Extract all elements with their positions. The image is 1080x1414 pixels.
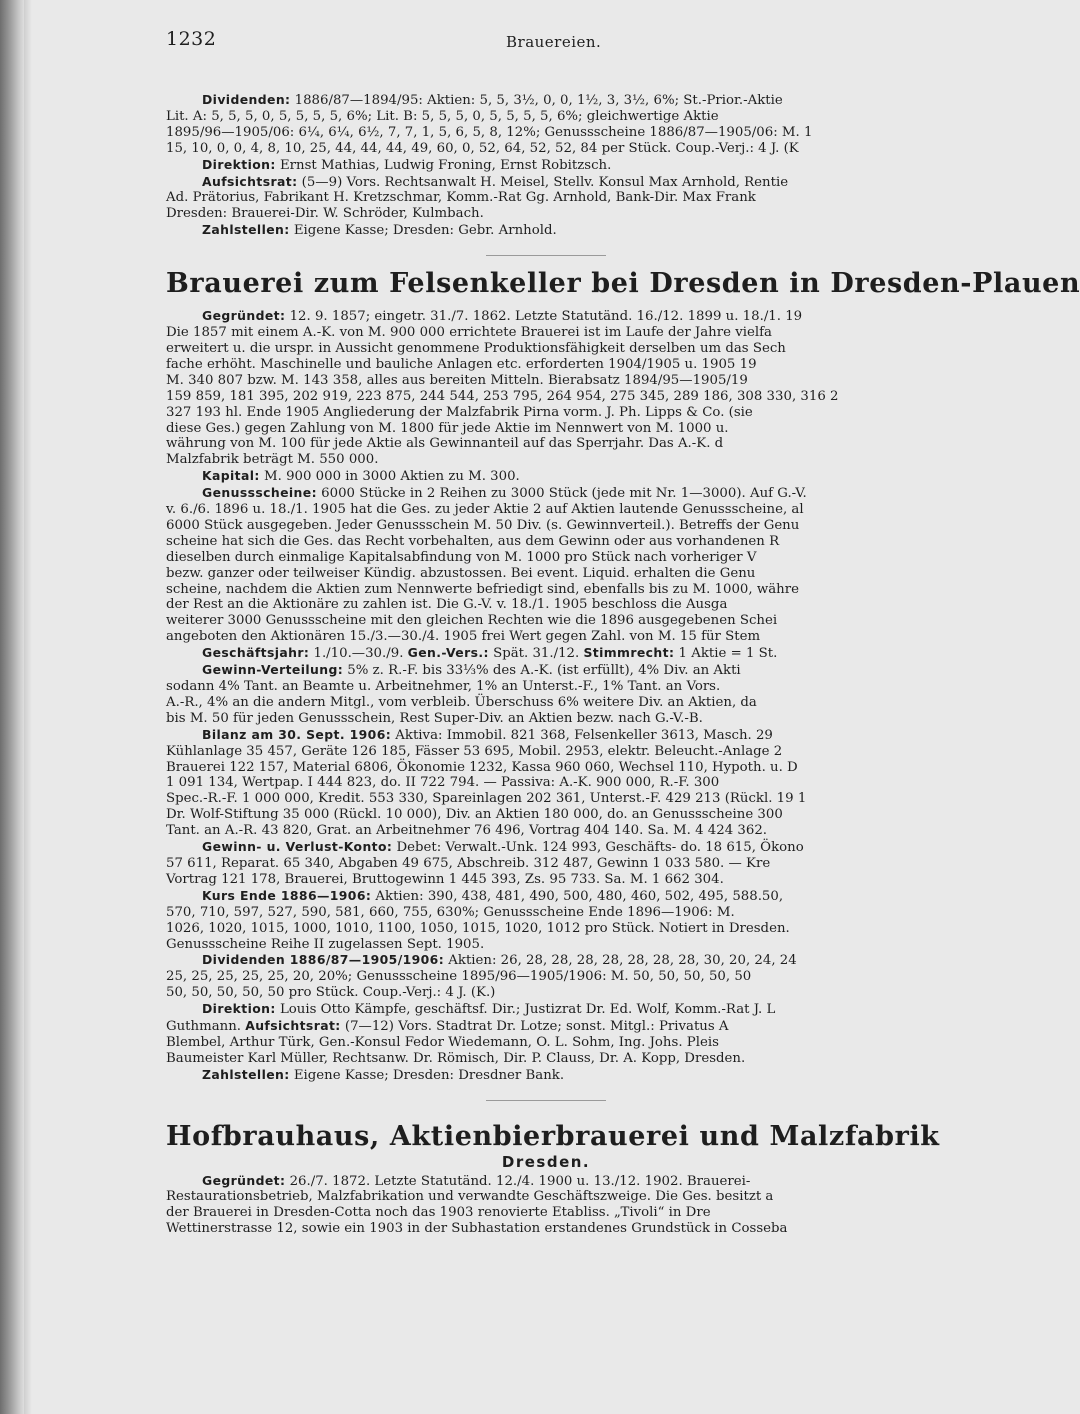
entry-line [166, 125, 926, 141]
entry-text: erweitert u. die urspr. in Aussicht genommene Produktionsfähigkeit derselben um das Sech [166, 340, 786, 356]
running-head [166, 28, 926, 58]
entry-text: 15, 10, 0, 0, 4, 8, 10, 25, 44, 44, 44, 49, 60, 0, 52, 64, 52, 52, 84 per Stück. Coup.-Verj.: 4 J. (K [166, 140, 799, 156]
entry-text: Spec.-R.-F. 1 000 000, Kredit. 553 330, Spareinlagen 202 361, Unterst.-F. 429 213 (Rückl. 19 1 [166, 791, 807, 807]
entry-line [166, 695, 926, 711]
entry-text: Kühlanlage 35 457, Geräte 126 185, Fässer 53 695, Mobil. 2953, elektr. Beleucht.-Anlage 2 [166, 743, 783, 759]
entry-text: Aktien: 26, 28, 28, 28, 28, 28, 28, 28, 30, 20, 24, 24 [444, 953, 797, 969]
entry-text: Eigene Kasse; Dresden: Dresdner Bank. [289, 1067, 565, 1083]
entry-text: 1 091 134, Wertpap. I 444 823, do. II 722 794. — Passiva: A.-K. 900 000, R.-F. 300 [166, 775, 720, 791]
entry-text: sodann 4% Tant. an Beamte u. Arbeitnehmer, 1% an Unterst.-F., 1% Tant. an Vors. [166, 679, 721, 694]
entry-text: Brauerei 122 157, Material 6806, Ökonomie 1232, Kassa 960 060, Wechsel 110, Hypoth. u. D [166, 759, 798, 775]
entry-text: 25, 25, 25, 25, 25, 20, 20%; Genussscheine 1895/96—1905/1906: M. 50, 50, 50, 50, 50 [166, 969, 752, 985]
entry-line [166, 566, 926, 582]
page-number: 1232 [166, 28, 217, 50]
entry-text: bis M. 50 für jeden Genussschein, Rest Super-Div. an Aktien bezw. nach G.-V.-B. [166, 710, 703, 726]
entry-label: Kapital: [202, 468, 260, 484]
entry-label: Gegründet: [202, 308, 286, 324]
book-spine-shadow [0, 0, 24, 1414]
entry-line [166, 502, 926, 518]
entry-line [166, 791, 926, 807]
entry-label: Gegründet: [202, 1172, 286, 1188]
company-location: Dresden. [501, 1152, 591, 1171]
entry-label: Kurs Ende 1886—1906: [202, 887, 372, 903]
entry-line [166, 679, 926, 695]
entry-line [166, 582, 926, 598]
entry-line [166, 1189, 926, 1205]
entry-line-labelled [166, 222, 926, 239]
entry-line [166, 711, 926, 727]
entry-line [166, 1018, 926, 1035]
running-title: Brauereien. [506, 33, 602, 51]
entry-label: Bilanz am 30. Sept. 1906: [202, 726, 392, 742]
entry-label: Gen.-Vers.: [407, 645, 489, 661]
separator-rule [486, 255, 606, 256]
entry-line [166, 373, 926, 389]
entry-line [166, 597, 926, 613]
entry-label: Aufsichtsrat: [245, 1018, 341, 1034]
entry-text: 26./7. 1872. Letzte Statutänd. 12./4. 1900 u. 13./12. 1902. Brauerei- [285, 1173, 751, 1189]
entry-text: Tant. an A.-R. 43 820, Grat. an Arbeitnehmer 76 496, Vortrag 404 140. Sa. M. 4 424 362. [166, 823, 768, 839]
entry-line-labelled [166, 839, 926, 856]
entry-line-labelled [166, 1001, 926, 1018]
entry-line [166, 807, 926, 823]
entry-label: Zahlstellen: [202, 1066, 290, 1082]
entry-text: Dr. Wolf-Stiftung 35 000 (Rückl. 10 000), Div. an Aktien 180 000, do. an Genussscheine 300 [166, 807, 783, 823]
entry-text: der Brauerei in Dresden-Cotta noch das 1903 renovierte Etabliss. „Tivoli“ in Dre [166, 1205, 711, 1221]
entry-line [166, 937, 926, 953]
entry-text: scheine, nachdem die Aktien zum Nennwerte befriedigt sind, ebenfalls bis zu M. 1000, währe [166, 581, 799, 597]
entry-line [166, 905, 926, 921]
entry-line [166, 629, 926, 645]
entry-text: 5% z. R.-F. bis 33⅓% des A.-K. (ist erfüllt), 4% Div. an Akti [343, 663, 741, 679]
entry-text: 159 859, 181 395, 202 919, 223 875, 244 544, 253 795, 264 954, 275 345, 289 186, 308 330, 316 2 [166, 388, 839, 404]
entry-line [166, 1221, 926, 1237]
entry-text: bezw. ganzer oder teilweiser Kündig. abzustossen. Bei event. Liquid. erhalten die Genu [166, 565, 756, 581]
entry-text: Ernst Mathias, Ludwig Froning, Ernst Robitzsch. [275, 157, 612, 173]
entry-text: Debet: Verwalt.-Unk. 124 993, Geschäfts- do. 18 615, Ökono [392, 840, 804, 856]
entry-line [166, 985, 926, 1001]
entry-line [166, 613, 926, 629]
entry-line [166, 109, 926, 125]
entry-text: 327 193 hl. Ende 1905 Angliederung der Malzfabrik Pirna vorm. J. Ph. Lipps & Co. (sie [166, 404, 753, 420]
entry-text: Malzfabrik beträgt M. 550 000. [166, 452, 379, 468]
entry-text: Wettinerstrasse 12, sowie ein 1903 in der Subhastation erstandenes Grundstück in Cosseba [166, 1221, 788, 1237]
entry-text: Die 1857 mit einem A.-K. von M. 900 000 errichtete Brauerei ist im Laufe der Jahre vielfa [166, 325, 772, 341]
entry-label: Gewinn-Verteilung: [202, 662, 344, 678]
entry-text: (7—12) Vors. Stadtrat Dr. Lotze; sonst. Mitgl.: Privatus A [340, 1019, 729, 1035]
entry-line-labelled [166, 157, 926, 174]
entry-line-labelled [166, 308, 926, 325]
entry-text: M. 340 807 bzw. M. 143 358, alles aus bereiten Mitteln. Bierabsatz 1894/95—1905/19 [166, 372, 748, 388]
page-gutter [24, 0, 32, 1414]
entry-text: 1 Aktie = 1 St. [674, 646, 778, 662]
company-title: Hofbrauhaus, Aktienbierbrauerei und Malzfabrik [166, 1120, 940, 1152]
entry-line [166, 744, 926, 760]
entry-text: 1./10.—30./9. [309, 646, 408, 662]
entry-text: 1026, 1020, 1015, 1000, 1010, 1100, 1050, 1015, 1020, 1012 pro Stück. Notiert in Dresden. [166, 920, 790, 936]
previous-company-entry [166, 92, 926, 239]
entry-text: dieselben durch einmalige Kapitalsabfindung von M. 1000 pro Stück nach vorheriger V [166, 549, 757, 565]
entry-text: Baumeister Karl Müller, Rechtsanw. Dr. Römisch, Dir. P. Clauss, Dr. A. Kopp, Dresden. [166, 1050, 746, 1066]
entry-text: Eigene Kasse; Dresden: Gebr. Arnhold. [289, 223, 557, 239]
separator-rule [486, 1100, 606, 1101]
entry-text: der Rest an die Aktionäre zu zahlen ist. Die G.-V. v. 18./1. 1905 beschloss die Ausga [166, 597, 728, 613]
entry-line [166, 405, 926, 421]
entry-text: 570, 710, 597, 527, 590, 581, 660, 755, 630%; Genussscheine Ende 1896—1906: M. [166, 904, 735, 920]
entry-text: M. 900 000 in 3000 Aktien zu M. 300. [259, 469, 520, 485]
entry-label: Zahlstellen: [202, 222, 290, 238]
entry-line [166, 518, 926, 534]
entry-text: 12. 9. 1857; eingetr. 31./7. 1862. Letzte Statutänd. 16./12. 1899 u. 18./1. 19 [285, 309, 803, 325]
entry-label: Dividenden: [202, 92, 291, 107]
entry-line-labelled [166, 727, 926, 744]
entry-line [166, 357, 926, 373]
entry-line [166, 1205, 926, 1221]
entry-line [166, 206, 926, 222]
entry-text: Lit. A: 5, 5, 5, 0, 5, 5, 5, 5, 6%; Lit. B: 5, 5, 5, 0, 5, 5, 5, 5, 6%; gleichwertige Aktie [166, 108, 719, 124]
entry-text: 1895/96—1905/06: 6¼, 6¼, 6½, 7, 7, 1, 5, 6, 5, 8, 12%; Genussscheine 1886/87—1905/06: M. 1 [166, 124, 813, 140]
entry-text: währung von M. 100 für jede Aktie als Gewinnanteil auf das Sperrjahr. Das A.-K. d [166, 436, 724, 452]
entry-text: weiterer 3000 Genussscheine mit den gleichen Rechten wie die 1896 ausgegebenen Schei [166, 613, 778, 629]
entry-line [166, 421, 926, 437]
entry-line [166, 141, 926, 157]
document-page [166, 28, 1080, 1237]
entry-label: Stimmrecht: [583, 645, 675, 661]
entry-line [166, 452, 926, 468]
entry-text: Guthmann. [166, 1019, 246, 1035]
entry-line [166, 389, 926, 405]
entry-label: Dividenden 1886/87—1905/1906: [202, 952, 445, 968]
company-entry-hofbrauhaus [166, 1173, 926, 1238]
entry-line-labelled [166, 645, 926, 662]
entry-line-labelled [166, 174, 926, 191]
entry-line-labelled [166, 468, 926, 485]
entry-line [166, 856, 926, 872]
entry-text: Louis Otto Kämpfe, geschäftsf. Dir.; Justizrat Dr. Ed. Wolf, Komm.-Rat J. L [275, 1002, 776, 1018]
entry-text: (5—9) Vors. Rechtsanwalt H. Meisel, Stellv. Konsul Max Arnhold, Rentie [297, 174, 789, 190]
entry-line [166, 341, 926, 357]
entry-line [166, 775, 926, 791]
entry-text: 57 611, Reparat. 65 340, Abgaben 49 675, Abschreib. 312 487, Gewinn 1 033 580. — Kre [166, 855, 771, 871]
entry-label: Aufsichtsrat: [202, 173, 298, 189]
entry-line [166, 550, 926, 566]
company-title: Brauerei zum Felsenkeller bei Dresden in Dresden-Plauen [166, 268, 1080, 300]
entry-line [166, 921, 926, 937]
entry-line-labelled [166, 952, 926, 969]
entry-line [166, 190, 926, 206]
entry-text: 6000 Stücke in 2 Reihen zu 3000 Stück (jede mit Nr. 1—3000). Auf G.-V. [316, 486, 807, 502]
entry-line-labelled [166, 662, 926, 679]
entry-line [166, 534, 926, 550]
entry-line [166, 325, 926, 341]
entry-text: Restaurationsbetrieb, Malzfabrikation und verwandte Geschäftszweige. Die Ges. besitzt a [166, 1189, 774, 1205]
entry-text: Aktiva: Immobil. 821 368, Felsenkeller 3613, Masch. 29 [391, 727, 773, 743]
entry-line [166, 436, 926, 452]
entry-line [166, 760, 926, 776]
entry-text: Dresden: Brauerei-Dir. W. Schröder, Kulmbach. [166, 206, 484, 222]
entry-line [166, 1051, 926, 1067]
entry-text: Blembel, Arthur Türk, Gen.-Konsul Fedor Wiedemann, O. L. Sohm, Ing. Johs. Pleis [166, 1034, 719, 1050]
entry-text: fache erhöht. Maschinelle und bauliche Anlagen etc. erforderten 1904/1905 u. 1905 19 [166, 356, 757, 372]
entry-text: 50, 50, 50, 50, 50 pro Stück. Coup.-Verj.: 4 J. (K.) [166, 985, 496, 1001]
entry-text: v. 6./6. 1896 u. 18./1. 1905 hat die Ges. zu jeder Aktie 2 auf Aktien lautende Genussscheine, al [166, 502, 804, 518]
company-entry-felsenkeller [166, 308, 926, 1084]
entry-text: A.-R., 4% an die andern Mitgl., vom verbleib. Überschuss 6% weitere Div. an Aktien, da [166, 694, 757, 710]
entry-line [166, 823, 926, 839]
entry-text: Spät. 31./12. [488, 646, 584, 662]
entry-line-labelled [166, 888, 926, 905]
entry-label: Direktion: [202, 1001, 276, 1017]
entry-line-labelled [166, 485, 926, 502]
entry-line-labelled [166, 92, 926, 109]
entry-line [166, 872, 926, 888]
entry-text: angeboten den Aktionären 15./3.—30./4. 1905 frei Wert gegen Zahl. von M. 15 für Stem [166, 629, 761, 645]
entry-text: scheine hat sich die Ges. das Recht vorbehalten, aus dem Gewinn oder aus vorhandenen R [166, 533, 780, 549]
entry-text: Genussscheine Reihe II zugelassen Sept. 1905. [166, 936, 485, 952]
entry-text: Ad. Prätorius, Fabrikant H. Kretzschmar, Komm.-Rat Gg. Arnhold, Bank-Dir. Max Frank [166, 190, 756, 206]
entry-text: Aktien: 390, 438, 481, 490, 500, 480, 460, 502, 495, 588.50, [371, 888, 784, 904]
entry-line-labelled [166, 1067, 926, 1084]
entry-text: Vortrag 121 178, Brauerei, Bruttogewinn 1 445 393, Zs. 95 733. Sa. M. 1 662 304. [166, 871, 724, 887]
entry-label: Geschäftsjahr: [202, 645, 310, 661]
entry-line [166, 969, 926, 985]
entry-label: Gewinn- u. Verlust-Konto: [202, 839, 393, 855]
entry-label: Direktion: [202, 156, 276, 172]
entry-text: diese Ges.) gegen Zahlung von M. 1800 für jede Aktie im Nennwert von M. 1000 u. [166, 420, 729, 436]
entry-line [166, 1035, 926, 1051]
entry-line-labelled [166, 1173, 926, 1190]
entry-label: Genussscheine: [202, 485, 317, 501]
entry-text: 1886/87—1894/95: Aktien: 5, 5, 3½, 0, 0, 1½, 3, 3½, 6%; St.-Prior.-Aktie [290, 93, 783, 108]
entry-text: 6000 Stück ausgegeben. Jeder Genussschein M. 50 Div. (s. Gewinnverteil.). Betreffs der Genu [166, 517, 800, 533]
